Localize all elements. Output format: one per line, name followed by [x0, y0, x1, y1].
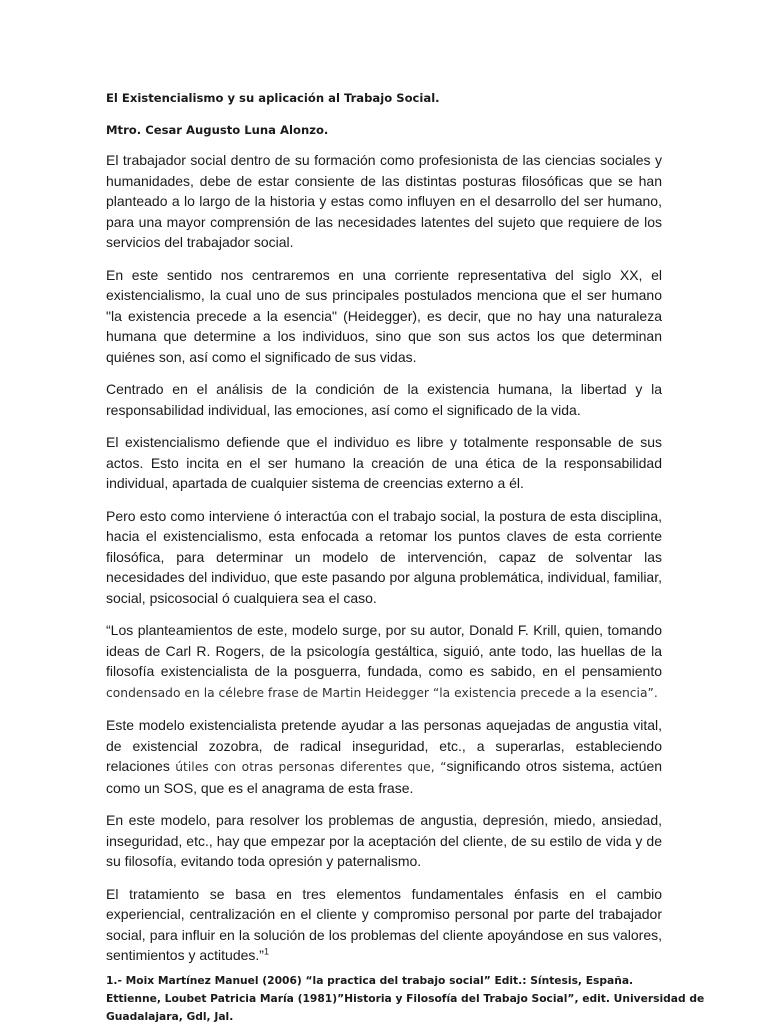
paragraph-4: El existencialismo defiende que el individuo es libre y totalmente responsable de sus actos. Esto incita en el ser humano la creación de una ética de la responsabilidad individual, apartada de cualquier sistema de creencias externo a él.: [106, 434, 662, 491]
paragraph-9: [106, 884, 662, 966]
paragraph-5: Pero esto como interviene ó interactúa con el trabajo social, la postura de esta disciplina, hacia el existencialismo, esta enfocada a retomar los puntos claves de esta corriente filosófica, para determinar un modelo de intervención, capaz de solventar las necesidades del individuo, que este pasando por alguna problemática, individual, familiar, social, psicosocial ó cualquiera sea el caso.: [106, 507, 662, 606]
quote-text: “Los planteamientos de este, modelo surge, por su autor, Donald F. Krill, quien, tomando ideas de Carl R. Rogers, de la psicología gestáltica, siguió, ante todo, las huellas de la filosofía existencialista de la posguerra, fundada, como es sabido, en el pensamiento: [106, 622, 662, 679]
paragraph-7-alt-text: útiles con otras personas diferentes que, “: [175, 760, 447, 774]
reference-2: Ettienne, Loubet Patricia María (1981)”Historia y Filosofía del Trabajo Social”, edit. Universidad de: [106, 991, 705, 1005]
document-title: El Existencialismo y su aplicación al Trabajo Social.: [106, 91, 440, 105]
document-body: [106, 90, 705, 1024]
paragraph-8: En este modelo, para resolver los problemas de angustia, depresión, miedo, ansiedad, inseguridad, etc., hay que empezar por la aceptación del cliente, de su estilo de vida y de su filosofía, evitando toda opresión y paternalismo.: [106, 812, 662, 869]
reference-2-continued: Guadalajara, Gdl, Jal.: [106, 1009, 234, 1023]
document-author: Mtro. Cesar Augusto Luna Alonzo.: [106, 123, 329, 137]
paragraph-2: En este sentido nos centraremos en una corriente representativa del siglo XX, el existencialismo, la cual uno de sus principales postulados menciona que el ser humano "la existencia precede a la esencia" (Heidegger), es decir, que no hay una naturaleza humana que determine a los individuos, sino que son sus actos los que determinan quiénes son, así como el significado de sus vidas.: [106, 266, 662, 365]
paragraph-7-text-end: significando otros sistema, actúen como un SOS, que es el anagrama de esta frase.: [106, 758, 663, 796]
paragraph-6-quote: [106, 620, 662, 703]
footnote-mark: 1: [263, 946, 269, 957]
paragraph-9-text: El tratamiento se basa en tres elementos fundamentales énfasis en el cambio experiencial, centralización en el cliente y compromiso personal por parte del trabajador social, para influir en la solución de los problemas del cliente apoyándose en sus valores, sentimientos y actitudes.”: [106, 885, 662, 963]
quote-text-continued: condensado en la célebre frase de Martin Heidegger “la existencia precede a la esencia”.: [106, 685, 658, 700]
paragraph-7-text: Este modelo existencialista pretende ayudar a las personas aquejadas de angustia vital, de existencial zozobra, de radical inseguridad, etc., a superarlas, estableciendo relaciones: [106, 717, 662, 774]
paragraph-7: [106, 715, 662, 798]
paragraph-3: Centrado en el análisis de la condición de la existencia humana, la libertad y la responsabilidad individual, las emociones, así como el significado de la vida.: [106, 381, 662, 418]
references: [106, 972, 705, 1024]
paragraph-1: El trabajador social dentro de su formación como profesionista de las ciencias sociales y humanidades, debe de estar consiente de las distintas posturas filosóficas que se han planteado a lo largo de la historia y estas como influyen en el desarrollo del ser humano, para una mayor comprensión de las necesidades latentes del sujeto que requiere de los servicios del trabajador social.: [106, 152, 662, 250]
reference-1: 1.- Moix Martínez Manuel (2006) “la practica del trabajo social” Edit.: Síntesis, España.: [106, 973, 634, 987]
